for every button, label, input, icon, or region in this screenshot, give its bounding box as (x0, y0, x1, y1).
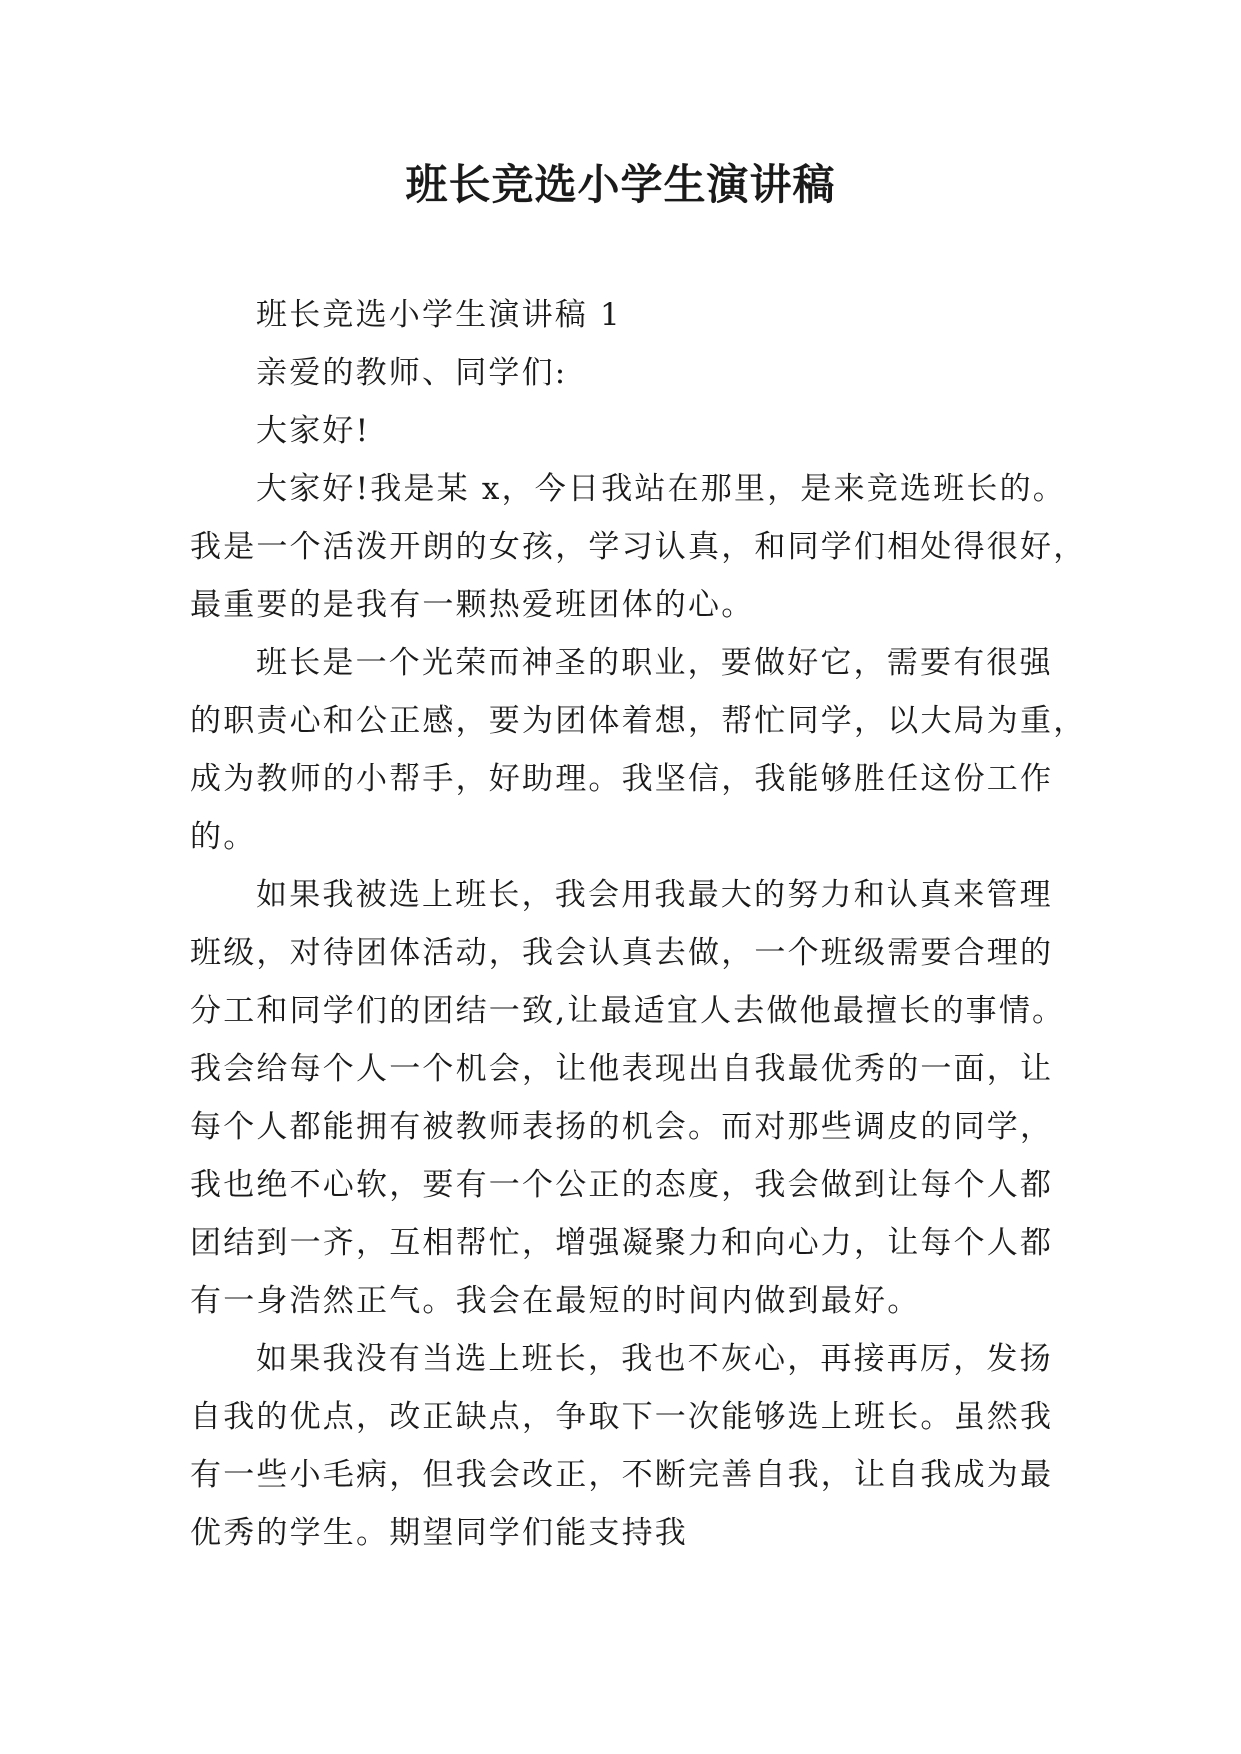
text-line: 优秀的学生。期望同学们能支持我 (190, 1515, 688, 1551)
text-line: 我是一个活泼开朗的女孩，学习认真，和同学们相处得很好， (190, 529, 1087, 565)
text-line: 班长竞选小学生演讲稿 1 (256, 297, 622, 333)
text-line: 有一身浩然正气。我会在最短的时间内做到最好。 (190, 1283, 921, 1319)
text-line: 分工和同学们的团结一致,让最适宜人去做他最擅长的事情。 (190, 993, 1066, 1029)
text-line: 成为教师的小帮手，好助理。我坚信，我能够胜任这份工作 (190, 761, 1054, 797)
text-line: 最重要的是我有一颗热爱班团体的心。 (190, 587, 755, 623)
text-line: 班级，对待团体活动，我会认真去做，一个班级需要合理的 (190, 935, 1054, 971)
text-line: 如果我被选上班长，我会用我最大的努力和认真来管理 (256, 877, 1053, 913)
text-line: 班长是一个光荣而神圣的职业，要做好它，需要有很强 (256, 645, 1053, 681)
text-line: 自我的优点，改正缺点，争取下一次能够选上班长。虽然我 (190, 1399, 1054, 1435)
text-line: 大家好! (256, 413, 371, 449)
text-line: 有一些小毛病，但我会改正，不断完善自我，让自我成为最 (190, 1457, 1054, 1493)
text-line: 亲爱的教师、同学们: (256, 355, 568, 391)
text-line: 如果我没有当选上班长，我也不灰心，再接再厉，发扬 (256, 1341, 1053, 1377)
text-line: 团结到一齐，互相帮忙，增强凝聚力和向心力，让每个人都 (190, 1225, 1054, 1261)
text-line: 每个人都能拥有被教师表扬的机会。而对那些调皮的同学， (190, 1109, 1054, 1145)
text-line: 我也绝不心软，要有一个公正的态度，我会做到让每个人都 (190, 1167, 1054, 1203)
text-line: 大家好!我是某 x，今日我站在那里，是来竞选班长的。 (256, 471, 1066, 507)
document-title: 班长竞选小学生演讲稿 (405, 160, 836, 209)
text-line: 我会给每个人一个机会，让他表现出自我最优秀的一面，让 (190, 1051, 1054, 1087)
text-line: 的职责心和公正感，要为团体着想，帮忙同学，以大局为重， (190, 703, 1087, 739)
document-body (190, 286, 1087, 1562)
text-line: 的。 (190, 819, 257, 855)
